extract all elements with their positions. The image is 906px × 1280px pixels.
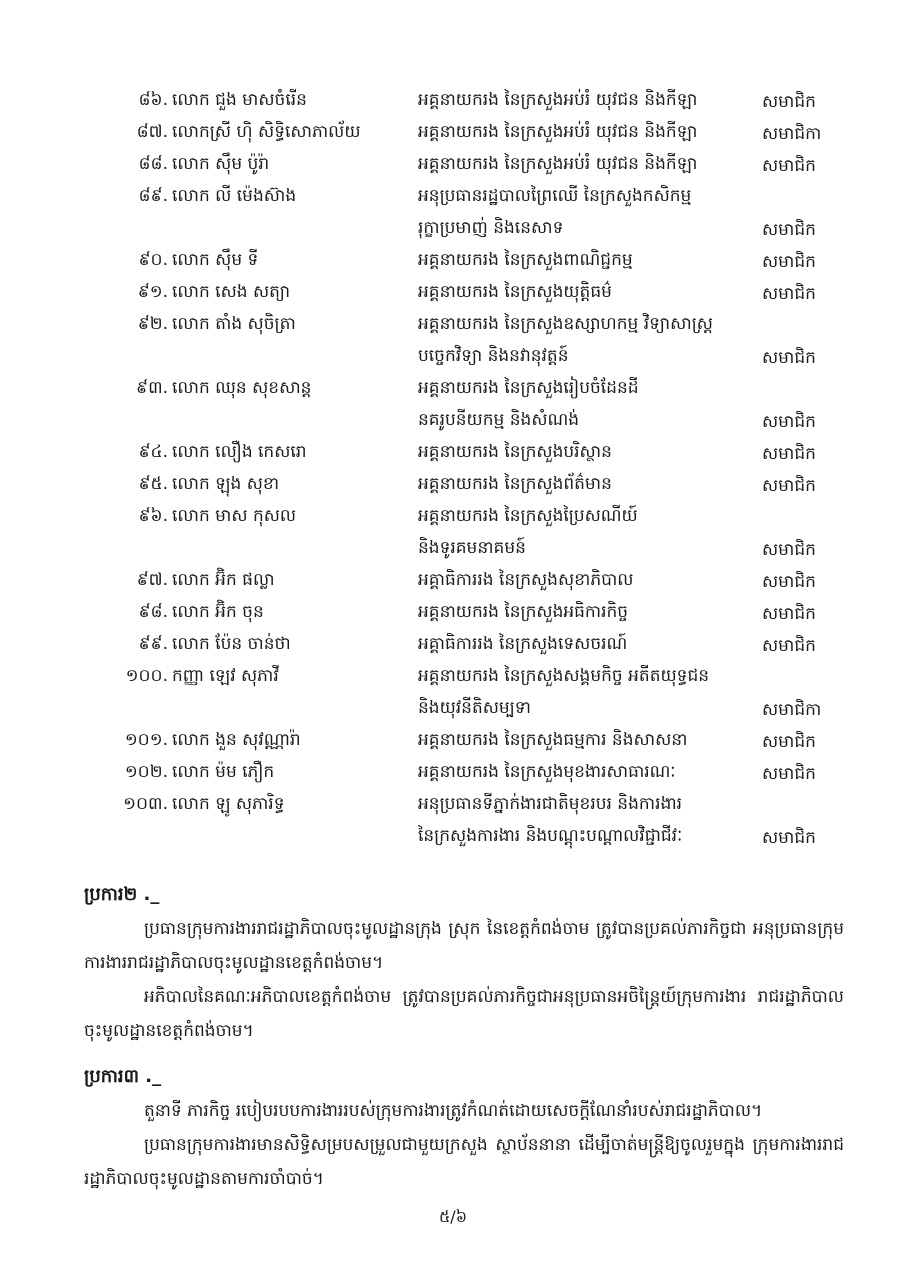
member-position [418, 564, 758, 596]
member-row [0, 180, 906, 244]
member-role: សមាជិក [762, 604, 816, 624]
member-role: សមាជិក [762, 476, 816, 496]
article-2-title: ប្រការ២ ._ [84, 884, 160, 905]
member-name: លោក ឡូ សុភារិទ្ធ [172, 794, 285, 814]
member-row [0, 564, 906, 596]
member-role: សមាជិក [762, 764, 816, 784]
member-position-line: និងទូរគមនាគមន៍ [418, 538, 526, 558]
member-position [418, 436, 758, 468]
member-number: ៨៩. [138, 186, 168, 206]
member-position [418, 724, 758, 756]
article-3 [84, 1060, 844, 1196]
member-number: ៩៤. [138, 442, 168, 462]
member-position [418, 180, 758, 244]
member-name: លោក អ៊ិក ផល្លា [172, 570, 275, 590]
member-number: ៩៣. [136, 378, 168, 398]
member-row [0, 116, 906, 148]
member-name: លោក ប៉ែន ចាន់ថា [172, 634, 291, 654]
member-position-line: អនុប្រធានរដ្ឋបាលព្រៃឈើ នៃក្រសួងកសិកម្ម [418, 186, 692, 206]
member-position-line: និងយុវនីតិសម្បទា [418, 698, 531, 718]
member-position-line: អគ្គនាយករង នៃក្រសួងអប់រំ យុវជន និងកីឡា [418, 154, 698, 174]
member-number: ៩៩. [138, 634, 168, 654]
article-2 [84, 878, 844, 1048]
member-row [0, 436, 906, 468]
member-position [418, 244, 758, 276]
member-name: លោក មាស កុសល [172, 506, 297, 526]
page-number: ៥/៦ [438, 1207, 468, 1226]
member-position-line: បច្ចេកវិទ្យា និងនវានុវត្តន៍ [418, 346, 569, 366]
member-position [418, 372, 758, 436]
member-number: ៩០. [138, 250, 168, 270]
member-row [0, 724, 906, 756]
member-name: លោក ងួន សុវណ្ណារ៉ា [172, 730, 301, 750]
member-row [0, 788, 906, 852]
member-row [0, 84, 906, 116]
member-name: លោក ឈុន សុខសាន្ត [172, 378, 312, 398]
member-role: សមាជិក [762, 92, 816, 112]
member-role: សមាជិក [762, 252, 816, 272]
member-position-line: អគ្គនាយករង នៃក្រសួងព័ត៌មាន [418, 474, 612, 494]
member-number: ៩៦. [138, 506, 168, 526]
article-3-paragraph-1: តួនាទី ភារកិច្ច របៀបរបបការងាររបស់ក្រុមការងារត្រូវកំណត់ដោយសេចក្តីណែនាំរបស់រាជរដ្ឋាភិបាល។ [144, 1101, 763, 1121]
member-number: ១០១. [124, 730, 168, 750]
member-number: ៩៥. [138, 474, 168, 494]
member-row [0, 628, 906, 660]
member-position-line: អគ្គាធិការរង នៃក្រសួងទេសចរណ៍ [418, 634, 628, 654]
member-role: សមាជិក [762, 220, 816, 240]
member-position [418, 500, 758, 564]
member-role: សមាជិក [762, 540, 816, 560]
member-position-line: អគ្គនាយករង នៃក្រសួងអប់រំ យុវជន និងកីឡា [418, 90, 698, 110]
member-position [418, 84, 758, 116]
member-position-line: អគ្គនាយករង នៃក្រសួងធម្មការ និងសាសនា [418, 730, 688, 750]
member-position-line: អគ្គនាយករង នៃក្រសួងយុត្តិធម៌ [418, 282, 612, 302]
member-name: លោក លឿង កេសរោ [172, 442, 307, 462]
member-row [0, 756, 906, 788]
member-position [418, 468, 758, 500]
member-role: សមាជិក [762, 444, 816, 464]
member-row [0, 308, 906, 372]
member-row [0, 372, 906, 436]
member-position [418, 276, 758, 308]
member-role: សមាជិក [762, 156, 816, 176]
member-row [0, 244, 906, 276]
member-position-line: អគ្គនាយករង នៃក្រសួងបរិស្ថាន [418, 442, 612, 462]
member-role: សមាជិក [762, 412, 816, 432]
member-role: សមាជិក [762, 572, 816, 592]
member-name: លោក អ៊ិក ចុន [172, 602, 264, 622]
member-position-line: អគ្គនាយករង នៃក្រសួងប្រៃសណីយ៍ [418, 506, 638, 526]
member-name: លោក ស៊ឹម ទី [172, 250, 259, 270]
member-name: លោក សេង សត្យា [172, 282, 291, 302]
member-position-line: នគរូបនីយកម្ម និងសំណង់ [418, 410, 580, 430]
member-position-line: អគ្គនាយករង នៃក្រសួងសង្គមកិច្ច អតីតយុទ្ធជន [418, 666, 710, 686]
member-row [0, 660, 906, 724]
member-position [418, 660, 758, 724]
member-position [418, 308, 758, 372]
member-name: លោក ស៊ឹម ប៉ូរ៉ា [172, 154, 270, 174]
member-position [418, 628, 758, 660]
member-position-line: អនុប្រធានទីភ្នាក់ងារជាតិមុខរបរ និងការងារ [418, 794, 683, 814]
member-position-line: រុក្ខាប្រមាញ់ និងនេសាទ [418, 218, 564, 238]
member-row [0, 148, 906, 180]
member-role: សមាជិកា [762, 124, 822, 144]
member-number: ៩២. [137, 314, 168, 334]
member-number: ៨៨. [138, 154, 168, 174]
member-position [418, 116, 758, 148]
member-number: ១០៣. [123, 794, 168, 814]
member-name: កញ្ញា ឡេវ សុភាវី [172, 666, 279, 686]
member-role: សមាជិក [762, 732, 816, 752]
member-role: សមាជិក [762, 636, 816, 656]
member-name: លោក តាំង សុចិត្រា [172, 314, 296, 334]
member-position-line: អគ្គនាយករង នៃក្រសួងអធិការកិច្ច [418, 602, 629, 622]
member-position-line: អគ្គនាយករង នៃក្រសួងឧស្សាហកម្ម វិទ្យាសាស្ត្រ [418, 314, 713, 334]
member-position-line: អគ្គនាយករង នៃក្រសួងពាណិជ្ជកម្ម [418, 250, 633, 270]
article-3-paragraph-2: ប្រធានក្រុមការងារមានសិទ្ធិសម្របសម្រួលជាមួយក្រសួង ស្ថាប័ននានា ដើម្បីចាត់មន្ត្រីឱ្យចូលរួមក្នុង ក្រុមការងាររាជរដ្ឋាភិបាលចុះមូលដ្ឋានតាមការចាំបាច់។ [84, 1135, 844, 1189]
member-role: សមាជិក [762, 284, 816, 304]
member-position-line: នៃក្រសួងការងារ និងបណ្តុះបណ្តាលវិជ្ជាជីវៈ [418, 826, 683, 846]
member-row [0, 276, 906, 308]
member-row [0, 596, 906, 628]
member-number: ៨៧. [136, 122, 168, 142]
member-name: លោកស្រី ហ៊ិ សិទ្ធិសោភាល័យ [172, 122, 361, 142]
member-role: សមាជិក [762, 348, 816, 368]
member-role: សមាជិក [762, 828, 816, 848]
member-position [418, 788, 758, 852]
member-position-line: អគ្គនាយករង នៃក្រសួងអប់រំ យុវជន និងកីឡា [418, 122, 698, 142]
article-2-paragraph-1: ប្រធានក្រុមការងាររាជរដ្ឋាភិបាលចុះមូលដ្ឋានក្រុង ស្រុក នៃខេត្តកំពង់ចាម ត្រូវបានប្រគល់ភារកិច្ចជា អនុប្រធានក្រុមការងាររាជរដ្ឋាភិបាលចុះមូលដ្ឋានខេត្តកំពង់ចាម។ [84, 919, 844, 973]
member-name: លោក ម៉ម ភឿក [172, 762, 275, 782]
member-row [0, 468, 906, 500]
article-3-title: ប្រការ៣ ._ [84, 1066, 162, 1087]
member-position-line: អគ្គនាយករង នៃក្រសួងរៀបចំដែនដី [418, 378, 639, 398]
member-number: ៨៦. [138, 90, 168, 110]
member-role: សមាជិកា [762, 700, 822, 720]
member-name: លោក លី ម៉េងស៊ាង [172, 186, 297, 206]
member-row [0, 500, 906, 564]
member-name: លោក ឡុង សុខា [172, 474, 280, 494]
member-number: ១០២. [124, 762, 168, 782]
member-number: ៩៧. [136, 570, 168, 590]
member-position [418, 756, 758, 788]
member-position-line: អគ្គនាយករង នៃក្រសួងមុខងារសាធារណៈ [418, 762, 676, 782]
member-position [418, 148, 758, 180]
member-number: ៩៨. [138, 602, 168, 622]
member-number: ១០០. [125, 666, 168, 686]
member-name: លោក ជួង មាសចំរើន [172, 90, 307, 110]
member-number: ៩១. [137, 282, 168, 302]
article-2-paragraph-2: អភិបាលនៃគណៈអភិបាលខេត្តកំពង់ចាម ត្រូវបានប្រគល់ភារកិច្ចជាអនុប្រធានអចិន្ត្រៃយ៍ក្រុមការងារ រាជរដ្ឋាភិបាលចុះមូលដ្ឋានខេត្តកំពង់ចាម។ [84, 987, 844, 1041]
member-position [418, 596, 758, 628]
member-position-line: អគ្គាធិការរង នៃក្រសួងសុខាភិបាល [418, 570, 634, 590]
